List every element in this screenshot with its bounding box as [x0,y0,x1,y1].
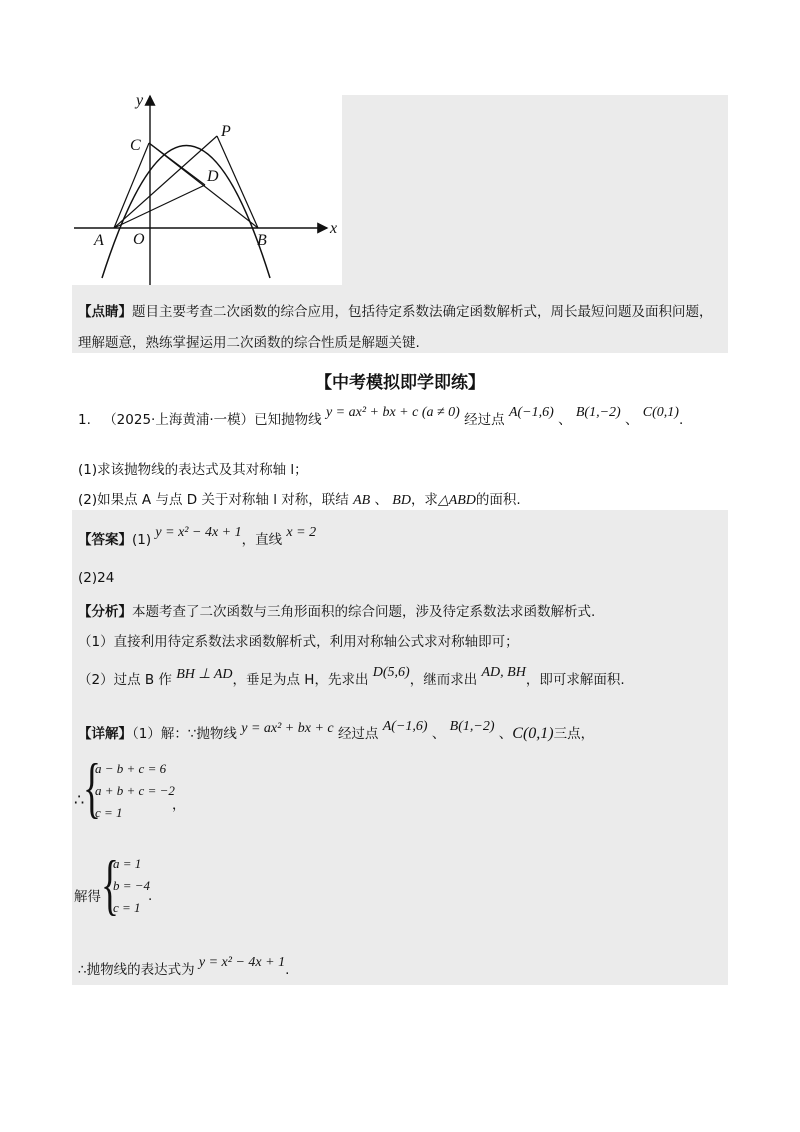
segment-CD [149,143,205,185]
detail-point-c: C(0,1) [512,725,554,742]
q2-triangle: △ABD [437,493,476,508]
comment-line-1 [78,300,713,320]
analysis-step-1: （1）直接利用待定系数法求函数解析式，利用对称轴公式求对称轴即可； [78,634,519,650]
problem-sep-2: 、 [624,412,639,428]
q2-text-c: 的面积. [475,492,521,508]
segment-AD [114,185,205,228]
segment-AC [114,143,149,228]
step2-segments: AD, BH [481,665,526,680]
answer-equation: y = x² − 4x + 1 [155,525,242,540]
problem-text-a: 已知抛物线 [254,412,322,428]
segment-PB [217,136,258,228]
analysis-step-2 [78,665,625,689]
detail-line-1 [78,719,595,743]
system-2-brace: { [101,846,119,922]
detail-sep-1: 、 [431,726,446,742]
system-1-end: ， [172,797,186,813]
step2-text-c: ，继而求出 [409,672,478,688]
label-x: x [330,220,338,237]
final-text: ∴抛物线的表达式为 [78,962,195,978]
system-2-end: . [148,888,153,904]
system-1-eq-3: c = 1 [95,805,123,820]
label-C: C [130,137,141,154]
analysis-tag: 【分析】 [78,604,132,620]
label-D: D [207,168,219,185]
detail-sep-2: 、 [498,726,513,742]
section-title: 【中考模拟即学即练】 [315,373,485,393]
final-equation: y = x² − 4x + 1 [198,955,286,970]
detail-point-a: A(−1,6) [382,719,428,734]
detail-text-a: （1）解：∵抛物线 [132,726,237,742]
step2-text-b: ，垂足为点 H，先求出 [232,672,369,688]
q2-text-b: ，求 [410,492,438,508]
comment-text-2: 理解题意，熟练掌握运用二次函数的综合性质是解题关键. [78,335,420,351]
answer-axis: x = 2 [286,525,317,540]
problem-number: 1. [78,412,91,428]
system-1-eq-1: a − b + c = 6 [95,761,167,776]
detail-point-b: B(1,−2) [449,719,495,734]
solve-label: 解得 [74,889,101,905]
answer-part-2: (2)24 [78,570,115,586]
detail-final-line [78,955,290,979]
point-b: B(1,−2) [575,405,621,420]
detail-tag: 【详解】 [78,726,132,742]
problem-line [78,405,684,429]
comment-tag: 【点睛】 [78,304,132,320]
parabola-curve [102,146,270,279]
system-2-eq-2: b = −4 [113,878,151,893]
answer-mid: ，直线 [241,532,283,548]
label-O: O [133,231,145,248]
point-c: C(0,1) [642,405,679,420]
step2-text-a: （2）过点 B 作 [78,672,172,688]
detail-end: 三点， [553,726,595,742]
point-a: A(−1,6) [508,405,554,420]
step2-point-d: D(5,6) [372,665,410,680]
label-P: P [221,123,231,140]
answer-tag: 【答案】 [78,532,132,548]
answer-line-1 [78,525,317,549]
system-2-eq-1: a = 1 [113,856,142,871]
analysis-intro: 本题考查了二次函数与三角形面积的综合问题，涉及待定系数法求函数解析式. [132,604,596,620]
detail-equation: y = ax² + bx + c [241,721,334,736]
final-end: . [285,962,290,978]
question-1: (1)求该抛物线的表达式及其对称轴 l； [78,462,308,478]
label-B: B [257,232,267,249]
comment-line-2 [78,331,420,351]
question-2 [78,488,521,509]
problem-text-b: 经过点 [464,412,505,428]
parabola-figure [72,88,344,288]
system-2-eq-3: c = 1 [113,900,141,915]
detail-text-b: 经过点 [337,726,379,742]
system-1-eq-2: a + b + c = −2 [95,783,175,798]
problem-sep-1: 、 [558,412,572,428]
analysis-line [78,600,595,620]
label-y: y [136,92,144,109]
problem-source: （2025·上海黄浦·一模） [103,412,255,428]
q2-bd: BD [392,493,411,508]
comment-text-1: 题目主要考查二次函数的综合应用，包括待定系数法确定函数解析式，周长最短问题及面积问题， [132,304,713,320]
step2-end: ，即可求解面积. [525,672,625,688]
q2-text-a: (2)如果点 A 与点 D 关于对称轴 l 对称，联结 [78,492,349,508]
figure-side-shade [342,95,728,285]
therefore-symbol: ∴ [74,790,85,809]
system-1-brace: { [83,749,101,825]
label-A: A [94,232,104,249]
problem-equation: y = ax² + bx + c (a ≠ 0) [325,405,460,420]
step2-perp: BH ⊥ AD [176,667,233,682]
q2-ab: AB [353,493,371,508]
problem-end: . [678,412,684,428]
q2-sep: 、 [374,492,388,508]
answer-shade [72,510,728,985]
answer-part1-label: (1) [132,532,152,548]
